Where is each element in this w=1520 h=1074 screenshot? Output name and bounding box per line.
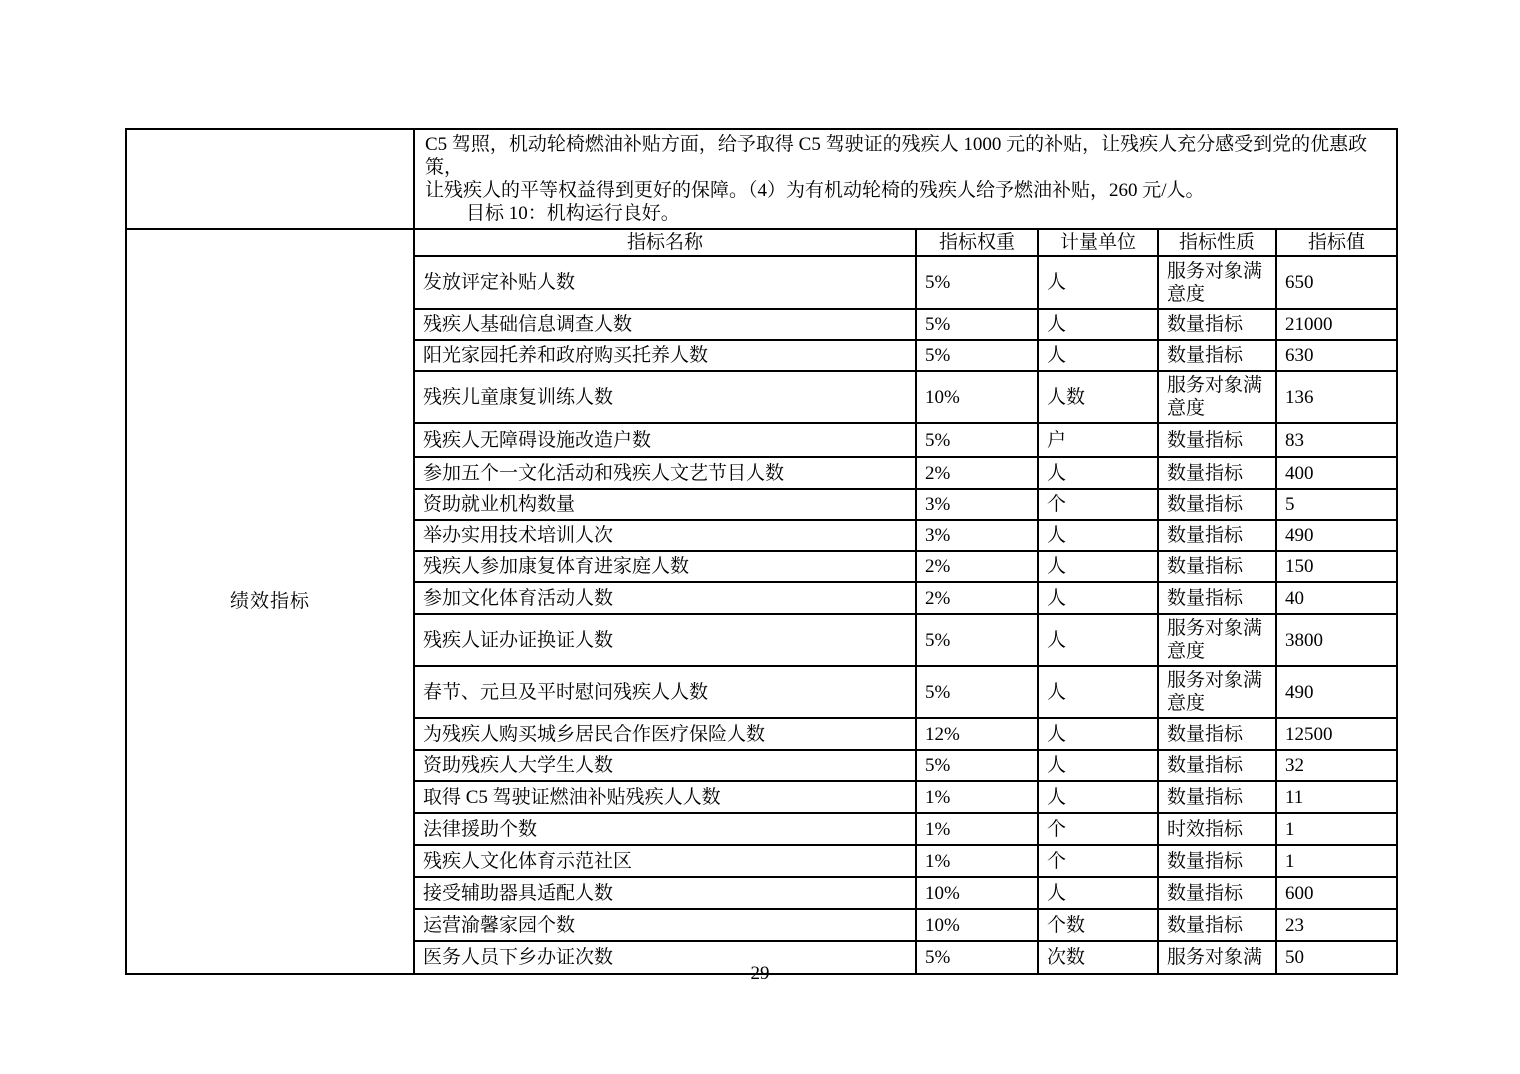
indicator-weight-cell: 5% xyxy=(916,340,1038,371)
measure-unit-cell: 人 xyxy=(1038,614,1158,666)
indicator-name-cell: 资助残疾人大学生人数 xyxy=(414,750,916,781)
indicator-weight-cell: 5% xyxy=(916,256,1038,309)
measure-unit-cell: 个 xyxy=(1038,813,1158,845)
indicator-nature-cell: 服务对象满意度 xyxy=(1158,614,1276,666)
indicator-nature-cell: 服务对象满 xyxy=(1158,941,1276,974)
indicator-weight-cell: 2% xyxy=(916,582,1038,614)
indicator-value-cell: 3800 xyxy=(1276,614,1397,666)
measure-unit-cell: 个数 xyxy=(1038,909,1158,941)
indicator-value-cell: 83 xyxy=(1276,423,1397,457)
indicator-nature-cell: 数量指标 xyxy=(1158,781,1276,813)
indicator-value-cell: 1 xyxy=(1276,813,1397,845)
indicator-weight-cell: 5% xyxy=(916,309,1038,340)
indicator-weight-cell: 3% xyxy=(916,489,1038,520)
indicator-nature-cell: 数量指标 xyxy=(1158,718,1276,750)
indicator-name-cell: 残疾人基础信息调查人数 xyxy=(414,309,916,340)
indicator-value-cell: 400 xyxy=(1276,457,1397,489)
measure-unit-cell: 人数 xyxy=(1038,371,1158,423)
measure-unit-cell: 次数 xyxy=(1038,941,1158,974)
indicator-weight-cell: 5% xyxy=(916,423,1038,457)
measure-unit-cell: 人 xyxy=(1038,520,1158,551)
header-indicator-name: 指标名称 xyxy=(414,229,916,256)
measure-unit-cell: 人 xyxy=(1038,582,1158,614)
intro-line-2: 让残疾人的平等权益得到更好的保障。（4）为有机动轮椅的残疾人给予燃油补贴，260 元/人。 xyxy=(425,180,1205,201)
header-indicator-weight: 指标权重 xyxy=(916,229,1038,256)
indicator-weight-cell: 5% xyxy=(916,750,1038,781)
indicator-weight-cell: 10% xyxy=(916,909,1038,941)
indicator-nature-cell: 数量指标 xyxy=(1158,340,1276,371)
intro-line-1: C5 驾照，机动轮椅燃油补贴方面，给予取得 C5 驾驶证的残疾人 1000 元的补贴，让残疾人充分感受到党的优惠政策， xyxy=(425,134,1368,178)
indicator-nature-cell: 数量指标 xyxy=(1158,845,1276,877)
measure-unit-cell: 人 xyxy=(1038,666,1158,718)
indicator-value-cell: 12500 xyxy=(1276,718,1397,750)
indicator-weight-cell: 10% xyxy=(916,371,1038,423)
page-number: 29 xyxy=(750,963,770,984)
measure-unit-cell: 户 xyxy=(1038,423,1158,457)
indicator-name-cell: 残疾儿童康复训练人数 xyxy=(414,371,916,423)
indicator-value-cell: 490 xyxy=(1276,666,1397,718)
measure-unit-cell: 人 xyxy=(1038,457,1158,489)
measure-unit-cell: 人 xyxy=(1038,718,1158,750)
goal-10-line: 目标 10：机构运行良好。 xyxy=(466,203,680,224)
indicator-value-cell: 5 xyxy=(1276,489,1397,520)
indicator-weight-cell: 2% xyxy=(916,551,1038,582)
indicator-name-cell: 残疾人证办证换证人数 xyxy=(414,614,916,666)
indicator-weight-cell: 1% xyxy=(916,813,1038,845)
header-indicator-nature: 指标性质 xyxy=(1158,229,1276,256)
indicator-weight-cell: 5% xyxy=(916,614,1038,666)
intro-row xyxy=(126,129,1397,229)
indicator-nature-cell: 数量指标 xyxy=(1158,877,1276,909)
indicator-nature-cell: 数量指标 xyxy=(1158,309,1276,340)
indicator-name-cell: 医务人员下乡办证次数 xyxy=(414,941,916,974)
intro-cell xyxy=(414,129,1397,229)
indicator-weight-cell: 10% xyxy=(916,877,1038,909)
indicator-value-cell: 600 xyxy=(1276,877,1397,909)
indicator-name-cell: 资助就业机构数量 xyxy=(414,489,916,520)
indicator-weight-cell: 5% xyxy=(916,666,1038,718)
indicator-value-cell: 32 xyxy=(1276,750,1397,781)
indicator-name-cell: 春节、元旦及平时慰问残疾人人数 xyxy=(414,666,916,718)
indicator-nature-cell: 数量指标 xyxy=(1158,423,1276,457)
indicator-name-cell: 残疾人无障碍设施改造户数 xyxy=(414,423,916,457)
measure-unit-cell: 个 xyxy=(1038,845,1158,877)
indicator-name-cell: 参加五个一文化活动和残疾人文艺节目人数 xyxy=(414,457,916,489)
indicator-name-cell: 取得 C5 驾驶证燃油补贴残疾人人数 xyxy=(414,781,916,813)
measure-unit-cell: 人 xyxy=(1038,340,1158,371)
indicator-value-cell: 150 xyxy=(1276,551,1397,582)
indicator-name-cell: 阳光家园托养和政府购买托养人数 xyxy=(414,340,916,371)
indicator-value-cell: 1 xyxy=(1276,845,1397,877)
indicator-name-cell: 运营渝馨家园个数 xyxy=(414,909,916,941)
indicator-weight-cell: 1% xyxy=(916,845,1038,877)
indicator-name-cell: 残疾人参加康复体育进家庭人数 xyxy=(414,551,916,582)
indicator-value-cell: 650 xyxy=(1276,256,1397,309)
indicator-weight-cell: 5% xyxy=(916,941,1038,974)
indicator-value-cell: 630 xyxy=(1276,340,1397,371)
measure-unit-cell: 人 xyxy=(1038,877,1158,909)
header-row xyxy=(126,229,1397,256)
indicator-name-cell: 举办实用技术培训人次 xyxy=(414,520,916,551)
measure-unit-cell: 人 xyxy=(1038,781,1158,813)
row-group-label: 绩效指标 xyxy=(126,229,414,974)
indicator-name-cell: 参加文化体育活动人数 xyxy=(414,582,916,614)
indicator-nature-cell: 数量指标 xyxy=(1158,457,1276,489)
indicator-value-cell: 50 xyxy=(1276,941,1397,974)
measure-unit-cell: 人 xyxy=(1038,551,1158,582)
indicator-weight-cell: 1% xyxy=(916,781,1038,813)
indicator-name-cell: 接受辅助器具适配人数 xyxy=(414,877,916,909)
indicator-value-cell: 136 xyxy=(1276,371,1397,423)
measure-unit-cell: 人 xyxy=(1038,256,1158,309)
empty-left-cell xyxy=(126,129,414,229)
indicator-nature-cell: 时效指标 xyxy=(1158,813,1276,845)
indicator-value-cell: 490 xyxy=(1276,520,1397,551)
indicator-nature-cell: 数量指标 xyxy=(1158,909,1276,941)
indicator-nature-cell: 数量指标 xyxy=(1158,551,1276,582)
header-indicator-value: 指标值 xyxy=(1276,229,1397,256)
indicator-nature-cell: 数量指标 xyxy=(1158,750,1276,781)
measure-unit-cell: 人 xyxy=(1038,750,1158,781)
indicator-value-cell: 11 xyxy=(1276,781,1397,813)
indicator-name-cell: 发放评定补贴人数 xyxy=(414,256,916,309)
measure-unit-cell: 个 xyxy=(1038,489,1158,520)
performance-indicator-table xyxy=(125,128,1398,975)
indicator-value-cell: 23 xyxy=(1276,909,1397,941)
indicator-name-cell: 法律援助个数 xyxy=(414,813,916,845)
indicator-nature-cell: 数量指标 xyxy=(1158,520,1276,551)
indicator-weight-cell: 3% xyxy=(916,520,1038,551)
indicator-nature-cell: 服务对象满意度 xyxy=(1158,666,1276,718)
indicator-nature-cell: 服务对象满意度 xyxy=(1158,371,1276,423)
indicator-name-cell: 为残疾人购买城乡居民合作医疗保险人数 xyxy=(414,718,916,750)
measure-unit-cell: 人 xyxy=(1038,309,1158,340)
indicator-value-cell: 21000 xyxy=(1276,309,1397,340)
indicator-weight-cell: 2% xyxy=(916,457,1038,489)
indicator-name-cell: 残疾人文化体育示范社区 xyxy=(414,845,916,877)
indicator-value-cell: 40 xyxy=(1276,582,1397,614)
indicator-nature-cell: 数量指标 xyxy=(1158,582,1276,614)
header-measure-unit: 计量单位 xyxy=(1038,229,1158,256)
indicator-weight-cell: 12% xyxy=(916,718,1038,750)
indicator-nature-cell: 数量指标 xyxy=(1158,489,1276,520)
indicator-nature-cell: 服务对象满意度 xyxy=(1158,256,1276,309)
